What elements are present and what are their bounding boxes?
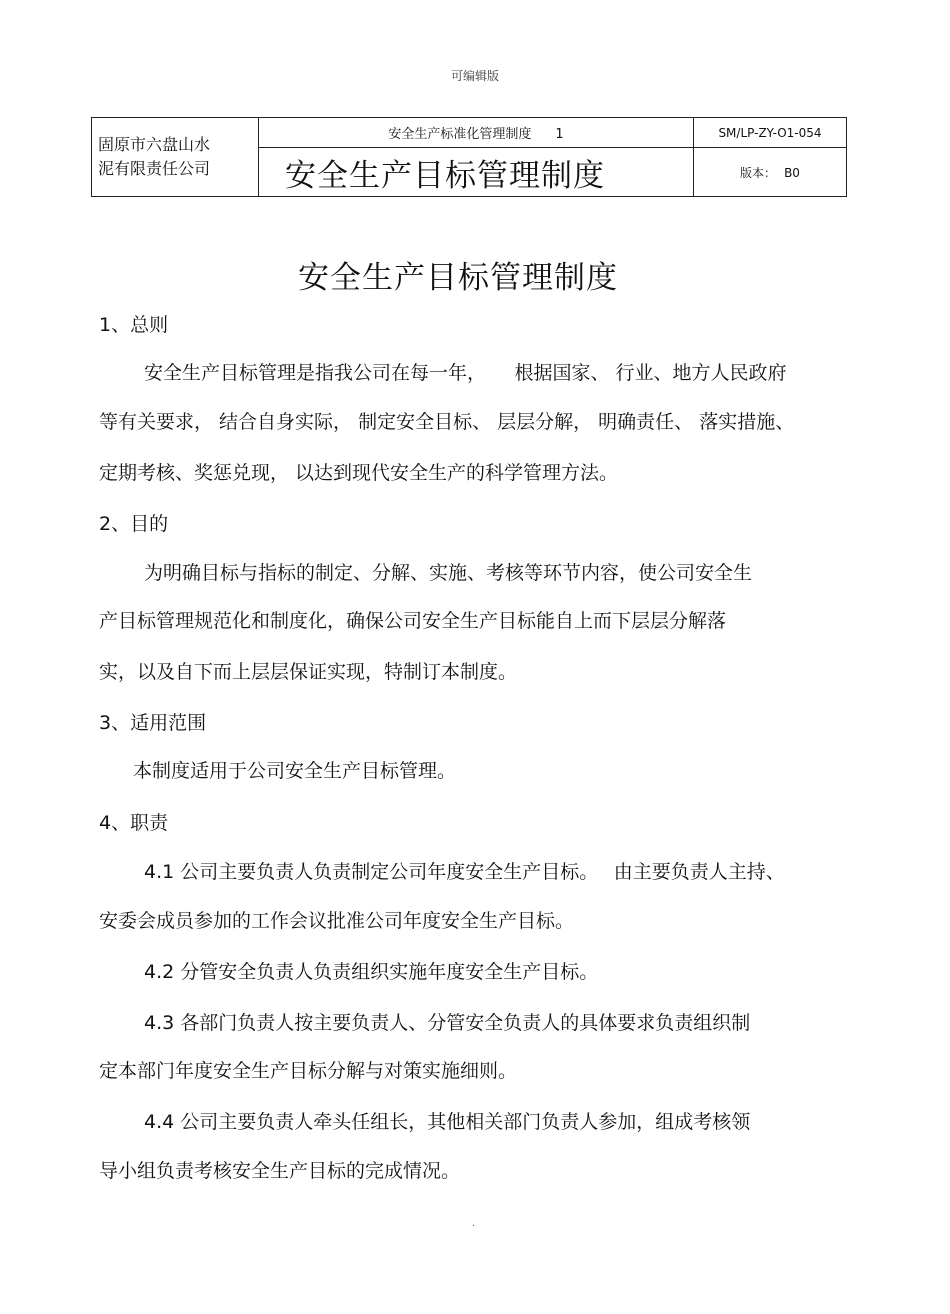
company-name-line2: 泥有限责任公司 <box>98 159 211 178</box>
section-heading-general: 1、总则 <box>99 314 169 336</box>
paragraph-line: 4.3 各部门负责人按主要负责人、分管安全负责人的具体要求负责组织制 <box>144 1012 751 1034</box>
subtitle-number: 1 <box>555 127 564 142</box>
paragraph-line: 4.2 分管安全负责人负责组织实施年度安全生产目标。 <box>144 961 599 983</box>
paragraph-line: 4.4 公司主要负责人牵头任组长，其他相关部门负责人参加，组成考核领 <box>144 1111 751 1133</box>
paragraph-line: 本制度适用于公司安全生产目标管理。 <box>133 760 457 782</box>
paragraph-line: 导小组负责考核安全生产目标的完成情况。 <box>99 1160 461 1182</box>
section-heading-scope: 3、适用范围 <box>99 712 207 734</box>
paragraph-line: 等有关要求， 结合自身实际， 制定安全目标、 层层分解， 明确责任、 落实措施、 <box>99 411 795 433</box>
doc-code: SM/LP-ZY-O1-054 <box>694 118 847 148</box>
header-main-title: 安全生产目标管理制度 <box>259 148 694 197</box>
company-name-line1: 固原市六盘山水 <box>98 135 211 154</box>
paragraph-line: 为明确目标与指标的制定、分解、实施、考核等环节内容，使公司安全生 <box>144 562 753 584</box>
paragraph-line: 实，以及自下而上层层保证实现，特制订本制度。 <box>99 661 518 683</box>
paragraph-line: 4.1 公司主要负责人负责制定公司年度安全生产目标。 由主要负责人主持、 <box>144 861 785 883</box>
paragraph-line: 产目标管理规范化和制度化，确保公司安全生产目标能自上而下层层分解落 <box>99 610 727 632</box>
document-header-table <box>91 117 847 197</box>
top-note: 可编辑版 <box>450 69 499 83</box>
system-subtitle: 安全生产标准化管理制度 <box>388 127 532 142</box>
subtitle-cell <box>259 118 694 148</box>
version-cell <box>694 148 847 197</box>
section-heading-duties: 4、职责 <box>99 812 169 834</box>
version-label: 版本： <box>740 165 777 180</box>
paragraph-line: 定本部门年度安全生产目标分解与对策实施细则。 <box>99 1060 518 1082</box>
document-title: 安全生产目标管理制度 <box>298 260 618 296</box>
footer-mark: . <box>472 1218 476 1229</box>
version-value: B0 <box>784 165 800 180</box>
paragraph-line: 定期考核、奖惩兑现， 以达到现代安全生产的科学管理方法。 <box>99 462 619 484</box>
paragraph-line: 安全生产目标管理是指我公司在每一年， 根据国家、 行业、地方人民政府 <box>144 362 787 384</box>
company-name-cell <box>92 118 259 197</box>
section-heading-purpose: 2、目的 <box>99 513 169 535</box>
paragraph-line: 安委会成员参加的工作会议批准公司年度安全生产目标。 <box>99 910 575 932</box>
